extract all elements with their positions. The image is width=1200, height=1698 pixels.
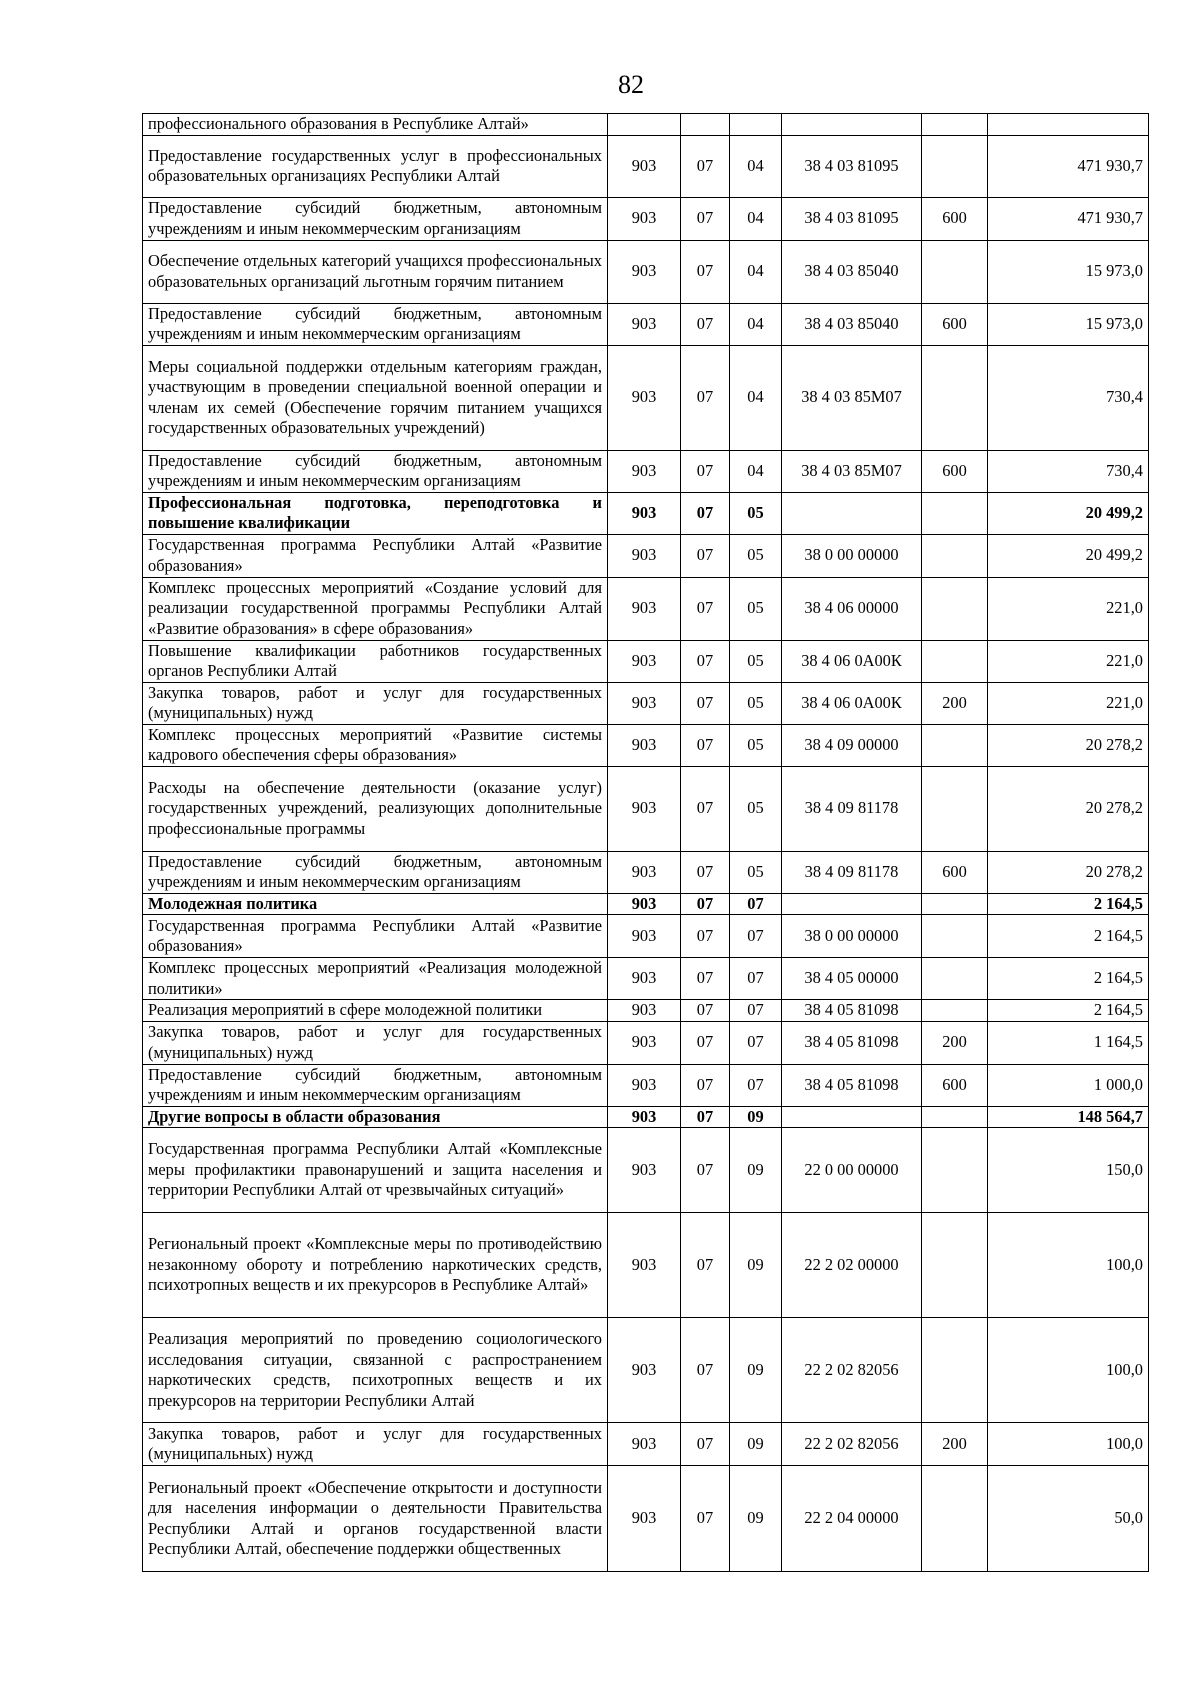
cell-subsection-code: 05 — [730, 724, 782, 766]
table-row — [143, 1128, 1149, 1213]
cell-department-code: 903 — [608, 1318, 681, 1423]
cell-amount: 221,0 — [988, 577, 1149, 640]
cell-description: Региональный проект «Комплексные меры по противодействию незаконному обороту и потреблению наркотических средств, психотропных веществ и их прекурсоров в Республике Алтай» — [143, 1213, 608, 1318]
cell-subsection-code: 04 — [730, 303, 782, 345]
cell-department-code: 903 — [608, 135, 681, 197]
cell-department-code: 903 — [608, 766, 681, 851]
cell-target-article: 38 4 06 00000 — [782, 577, 922, 640]
cell-subsection-code: 05 — [730, 682, 782, 724]
table-row — [143, 450, 1149, 492]
cell-department-code: 903 — [608, 851, 681, 893]
cell-target-article — [782, 1106, 922, 1128]
cell-subsection-code: 09 — [730, 1106, 782, 1128]
table-row — [143, 1318, 1149, 1423]
cell-section-code: 07 — [681, 577, 730, 640]
cell-section-code: 07 — [681, 1423, 730, 1466]
cell-amount: 15 973,0 — [988, 240, 1149, 303]
table-row — [143, 640, 1149, 682]
cell-subsection-code: 09 — [730, 1423, 782, 1466]
cell-department-code — [608, 114, 681, 136]
cell-target-article: 38 4 03 85040 — [782, 240, 922, 303]
cell-amount: 100,0 — [988, 1423, 1149, 1466]
cell-section-code: 07 — [681, 1213, 730, 1318]
cell-expense-type — [922, 640, 988, 682]
cell-expense-type: 600 — [922, 303, 988, 345]
cell-section-code: 07 — [681, 893, 730, 915]
cell-subsection-code: 05 — [730, 851, 782, 893]
cell-amount: 1 000,0 — [988, 1064, 1149, 1106]
cell-department-code: 903 — [608, 893, 681, 915]
cell-expense-type — [922, 724, 988, 766]
cell-expense-type — [922, 534, 988, 577]
cell-expense-type — [922, 114, 988, 136]
cell-section-code: 07 — [681, 450, 730, 492]
cell-department-code: 903 — [608, 197, 681, 240]
table-row — [143, 851, 1149, 893]
cell-section-code: 07 — [681, 534, 730, 577]
cell-department-code: 903 — [608, 240, 681, 303]
cell-description: Обеспечение отдельных категорий учащихся профессиональных образовательных организаций льготным горячим питанием — [143, 240, 608, 303]
cell-description: Закупка товаров, работ и услуг для государственных (муниципальных) нужд — [143, 1021, 608, 1064]
cell-section-code: 07 — [681, 724, 730, 766]
cell-subsection-code: 05 — [730, 766, 782, 851]
budget-table — [142, 113, 1149, 1572]
cell-department-code: 903 — [608, 1064, 681, 1106]
cell-expense-type — [922, 958, 988, 1000]
cell-department-code: 903 — [608, 1423, 681, 1466]
cell-section-code: 07 — [681, 1021, 730, 1064]
cell-section-code: 07 — [681, 1318, 730, 1423]
cell-amount — [988, 114, 1149, 136]
cell-section-code — [681, 114, 730, 136]
table-row — [143, 577, 1149, 640]
cell-section-code: 07 — [681, 1000, 730, 1022]
cell-target-article: 22 2 02 82056 — [782, 1318, 922, 1423]
cell-amount: 471 930,7 — [988, 135, 1149, 197]
cell-department-code: 903 — [608, 1128, 681, 1213]
cell-subsection-code: 05 — [730, 492, 782, 534]
cell-amount: 1 164,5 — [988, 1021, 1149, 1064]
cell-subsection-code: 04 — [730, 450, 782, 492]
cell-section-code: 07 — [681, 135, 730, 197]
cell-amount: 150,0 — [988, 1128, 1149, 1213]
cell-section-code: 07 — [681, 915, 730, 958]
cell-section-code: 07 — [681, 240, 730, 303]
cell-expense-type — [922, 1106, 988, 1128]
table-row — [143, 534, 1149, 577]
cell-expense-type: 600 — [922, 851, 988, 893]
cell-department-code: 903 — [608, 1106, 681, 1128]
cell-target-article: 38 4 09 81178 — [782, 851, 922, 893]
cell-expense-type — [922, 1213, 988, 1318]
cell-target-article: 38 4 03 85М07 — [782, 345, 922, 450]
cell-subsection-code: 09 — [730, 1466, 782, 1572]
cell-section-code: 07 — [681, 492, 730, 534]
cell-section-code: 07 — [681, 303, 730, 345]
cell-amount: 221,0 — [988, 640, 1149, 682]
cell-amount: 2 164,5 — [988, 958, 1149, 1000]
cell-description: Государственная программа Республики Алтай «Развитие образования» — [143, 915, 608, 958]
table-row — [143, 240, 1149, 303]
cell-amount: 471 930,7 — [988, 197, 1149, 240]
cell-department-code: 903 — [608, 1213, 681, 1318]
cell-description: Предоставление субсидий бюджетным, автономным учреждениям и иным некоммерческим организациям — [143, 303, 608, 345]
cell-expense-type — [922, 345, 988, 450]
cell-section-code: 07 — [681, 345, 730, 450]
cell-target-article — [782, 492, 922, 534]
cell-subsection-code: 07 — [730, 1000, 782, 1022]
cell-subsection-code: 04 — [730, 135, 782, 197]
table-row — [143, 1000, 1149, 1022]
cell-description: профессионального образования в Республике Алтай» — [143, 114, 608, 136]
cell-expense-type — [922, 1466, 988, 1572]
cell-target-article: 38 4 03 81095 — [782, 135, 922, 197]
cell-amount: 20 278,2 — [988, 766, 1149, 851]
table-row — [143, 135, 1149, 197]
cell-target-article: 38 4 05 81098 — [782, 1000, 922, 1022]
cell-target-article: 22 2 02 00000 — [782, 1213, 922, 1318]
table-row — [143, 1106, 1149, 1128]
cell-amount: 20 499,2 — [988, 492, 1149, 534]
cell-target-article: 38 4 09 81178 — [782, 766, 922, 851]
cell-description: Комплекс процессных мероприятий «Реализация молодежной политики» — [143, 958, 608, 1000]
cell-department-code: 903 — [608, 492, 681, 534]
cell-description: Реализация мероприятий по проведению социологического исследования ситуации, связанной с распространением наркотических средств, психотропных веществ и их прекурсоров на территории Республики Алтай — [143, 1318, 608, 1423]
cell-target-article: 38 0 00 00000 — [782, 915, 922, 958]
table-row — [143, 724, 1149, 766]
table-body — [143, 114, 1149, 1572]
cell-department-code: 903 — [608, 577, 681, 640]
cell-expense-type: 200 — [922, 1021, 988, 1064]
cell-subsection-code: 07 — [730, 915, 782, 958]
cell-target-article: 22 0 00 00000 — [782, 1128, 922, 1213]
cell-section-code: 07 — [681, 682, 730, 724]
table-row — [143, 1064, 1149, 1106]
cell-subsection-code — [730, 114, 782, 136]
cell-description: Молодежная политика — [143, 893, 608, 915]
cell-amount: 100,0 — [988, 1213, 1149, 1318]
cell-expense-type — [922, 492, 988, 534]
cell-description: Реализация мероприятий в сфере молодежной политики — [143, 1000, 608, 1022]
cell-expense-type: 600 — [922, 450, 988, 492]
cell-department-code: 903 — [608, 1000, 681, 1022]
table-row — [143, 303, 1149, 345]
cell-description: Предоставление государственных услуг в профессиональных образовательных организациях Республики Алтай — [143, 135, 608, 197]
cell-department-code: 903 — [608, 303, 681, 345]
cell-department-code: 903 — [608, 534, 681, 577]
cell-description: Предоставление субсидий бюджетным, автономным учреждениям и иным некоммерческим организациям — [143, 197, 608, 240]
table-row — [143, 492, 1149, 534]
cell-expense-type — [922, 240, 988, 303]
cell-subsection-code: 07 — [730, 893, 782, 915]
cell-target-article — [782, 114, 922, 136]
cell-target-article: 38 4 03 85040 — [782, 303, 922, 345]
cell-section-code: 07 — [681, 958, 730, 1000]
table-row — [143, 766, 1149, 851]
cell-expense-type: 600 — [922, 1064, 988, 1106]
table-row — [143, 1466, 1149, 1572]
cell-description: Региональный проект «Обеспечение открытости и доступности для населения информации о деятельности Правительства Республики Алтай и органов государственной власти Республики Алтай, обеспечение поддержки общественных — [143, 1466, 608, 1572]
cell-description: Предоставление субсидий бюджетным, автономным учреждениям и иным некоммерческим организациям — [143, 1064, 608, 1106]
cell-description: Комплекс процессных мероприятий «Создание условий для реализации государственной программы Республики Алтай «Развитие образования» в сфере образования» — [143, 577, 608, 640]
cell-target-article: 22 2 02 82056 — [782, 1423, 922, 1466]
cell-expense-type — [922, 893, 988, 915]
cell-department-code: 903 — [608, 915, 681, 958]
cell-amount: 2 164,5 — [988, 893, 1149, 915]
cell-description: Государственная программа Республики Алтай «Развитие образования» — [143, 534, 608, 577]
cell-section-code: 07 — [681, 1466, 730, 1572]
cell-expense-type: 200 — [922, 1423, 988, 1466]
cell-section-code: 07 — [681, 1064, 730, 1106]
cell-expense-type: 200 — [922, 682, 988, 724]
cell-target-article: 38 4 05 00000 — [782, 958, 922, 1000]
cell-description: Профессиональная подготовка, переподготовка и повышение квалификации — [143, 492, 608, 534]
cell-description: Закупка товаров, работ и услуг для государственных (муниципальных) нужд — [143, 1423, 608, 1466]
cell-subsection-code: 07 — [730, 958, 782, 1000]
table-row — [143, 197, 1149, 240]
table-row — [143, 893, 1149, 915]
cell-subsection-code: 07 — [730, 1021, 782, 1064]
cell-description: Предоставление субсидий бюджетным, автономным учреждениям и иным некоммерческим организациям — [143, 450, 608, 492]
table-row — [143, 1213, 1149, 1318]
cell-expense-type — [922, 766, 988, 851]
table-row — [143, 915, 1149, 958]
table-row — [143, 114, 1149, 136]
cell-description: Расходы на обеспечение деятельности (оказание услуг) государственных учреждений, реализующих дополнительные профессиональные программы — [143, 766, 608, 851]
cell-amount: 2 164,5 — [988, 915, 1149, 958]
cell-amount: 50,0 — [988, 1466, 1149, 1572]
cell-description: Предоставление субсидий бюджетным, автономным учреждениям и иным некоммерческим организациям — [143, 851, 608, 893]
cell-description: Закупка товаров, работ и услуг для государственных (муниципальных) нужд — [143, 682, 608, 724]
cell-expense-type — [922, 577, 988, 640]
cell-target-article — [782, 893, 922, 915]
cell-amount: 730,4 — [988, 450, 1149, 492]
cell-target-article: 38 4 03 81095 — [782, 197, 922, 240]
cell-section-code: 07 — [681, 1106, 730, 1128]
cell-section-code: 07 — [681, 1128, 730, 1213]
cell-subsection-code: 05 — [730, 534, 782, 577]
cell-description: Повышение квалификации работников государственных органов Республики Алтай — [143, 640, 608, 682]
cell-section-code: 07 — [681, 851, 730, 893]
cell-subsection-code: 04 — [730, 345, 782, 450]
cell-department-code: 903 — [608, 640, 681, 682]
cell-subsection-code: 07 — [730, 1064, 782, 1106]
cell-target-article: 38 4 03 85М07 — [782, 450, 922, 492]
table-row — [143, 345, 1149, 450]
cell-expense-type — [922, 135, 988, 197]
page-number: 82 — [618, 70, 644, 99]
cell-section-code: 07 — [681, 766, 730, 851]
cell-target-article: 38 4 06 0А00К — [782, 640, 922, 682]
cell-expense-type — [922, 1318, 988, 1423]
cell-department-code: 903 — [608, 450, 681, 492]
cell-expense-type — [922, 1000, 988, 1022]
cell-target-article: 38 4 09 00000 — [782, 724, 922, 766]
cell-subsection-code: 09 — [730, 1213, 782, 1318]
cell-subsection-code: 09 — [730, 1318, 782, 1423]
cell-section-code: 07 — [681, 640, 730, 682]
table-row — [143, 958, 1149, 1000]
cell-subsection-code: 04 — [730, 240, 782, 303]
cell-description: Меры социальной поддержки отдельным категориям граждан, участвующим в проведении специальной военной операции и членам их семей (Обеспечение горячим питанием учащихся государственных образовательных учреждений) — [143, 345, 608, 450]
cell-target-article: 22 2 04 00000 — [782, 1466, 922, 1572]
cell-amount: 15 973,0 — [988, 303, 1149, 345]
cell-target-article: 38 0 00 00000 — [782, 534, 922, 577]
cell-expense-type — [922, 915, 988, 958]
cell-description: Государственная программа Республики Алтай «Комплексные меры профилактики правонарушений и защита населения и территории Республики Алтай от чрезвычайных ситуаций» — [143, 1128, 608, 1213]
cell-amount: 20 278,2 — [988, 851, 1149, 893]
cell-department-code: 903 — [608, 1466, 681, 1572]
cell-expense-type: 600 — [922, 197, 988, 240]
cell-subsection-code: 09 — [730, 1128, 782, 1213]
cell-amount: 2 164,5 — [988, 1000, 1149, 1022]
cell-amount: 100,0 — [988, 1318, 1149, 1423]
cell-department-code: 903 — [608, 345, 681, 450]
cell-department-code: 903 — [608, 724, 681, 766]
cell-target-article: 38 4 05 81098 — [782, 1064, 922, 1106]
table-row — [143, 682, 1149, 724]
cell-section-code: 07 — [681, 197, 730, 240]
cell-department-code: 903 — [608, 1021, 681, 1064]
cell-amount: 20 278,2 — [988, 724, 1149, 766]
cell-amount: 20 499,2 — [988, 534, 1149, 577]
cell-department-code: 903 — [608, 958, 681, 1000]
cell-subsection-code: 04 — [730, 197, 782, 240]
cell-amount: 148 564,7 — [988, 1106, 1149, 1128]
cell-subsection-code: 05 — [730, 577, 782, 640]
cell-target-article: 38 4 05 81098 — [782, 1021, 922, 1064]
cell-description: Другие вопросы в области образования — [143, 1106, 608, 1128]
cell-description: Комплекс процессных мероприятий «Развитие системы кадрового обеспечения сферы образования» — [143, 724, 608, 766]
cell-subsection-code: 05 — [730, 640, 782, 682]
cell-amount: 730,4 — [988, 345, 1149, 450]
cell-expense-type — [922, 1128, 988, 1213]
cell-department-code: 903 — [608, 682, 681, 724]
cell-target-article: 38 4 06 0А00К — [782, 682, 922, 724]
table-row — [143, 1423, 1149, 1466]
cell-amount: 221,0 — [988, 682, 1149, 724]
table-row — [143, 1021, 1149, 1064]
